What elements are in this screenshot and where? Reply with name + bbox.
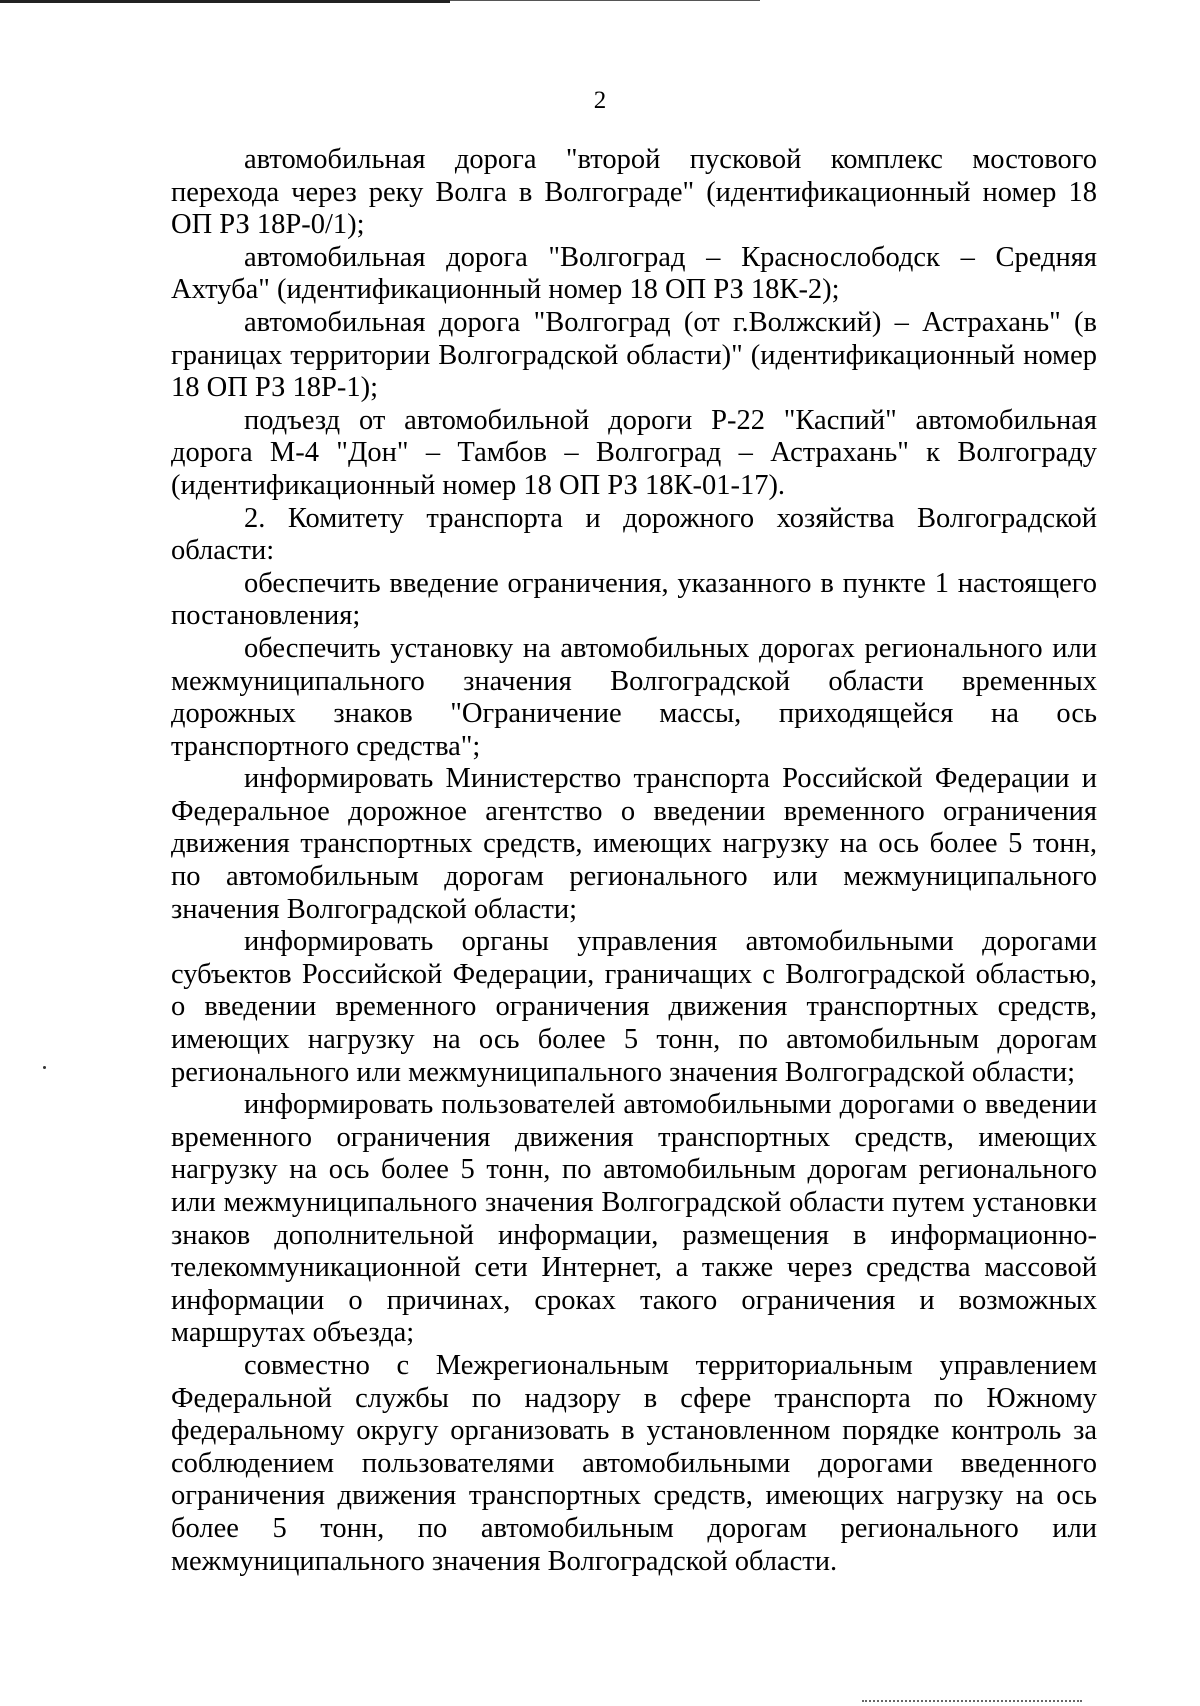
paragraph-ensure-signs: обеспечить установку на автомобильных дорогах регионального или межмуниципального значения Волгоградской области временных дорожных знаков "Ограничение массы, приходящейся на ось транспортного средства"; xyxy=(171,632,1097,762)
document-body xyxy=(171,144,1097,1578)
scan-edge-mark xyxy=(862,1700,1082,1704)
paragraph-ensure-restriction: обеспечить введение ограничения, указанного в пункте 1 настоящего постановления; xyxy=(171,567,1097,632)
paragraph-road-krasnoslobodsk: автомобильная дорога "Волгоград – Краснослободск – Средняя Ахтуба" (идентификационный номер 18 ОП РЗ 18К-2); xyxy=(171,241,1097,306)
scan-edge-mark xyxy=(450,0,760,1)
scan-speck xyxy=(43,1066,46,1069)
paragraph-joint-control: совместно с Межрегиональным территориальным управлением Федеральной службы по надзору в сфере транспорта по Южному федеральному округу организовать в установленном порядке контроль за соблюдением пользователями автомобильными дорогами введенного ограничения движения транспортных средств, имеющих нагрузку на ось более 5 тонн, по автомобильным дорогам регионального или межмуниципального значения Волгоградской области. xyxy=(171,1349,1097,1577)
paragraph-inform-ministry: информировать Министерство транспорта Российской Федерации и Федеральное дорожное агентство о введении временного ограничения движения транспортных средств, имеющих нагрузку на ось более 5 тонн, по автомобильным дорогам регионального или межмуниципального значения Волгоградской области; xyxy=(171,763,1097,925)
paragraph-inform-users: информировать пользователей автомобильными дорогами о введении временного ограничения движения транспортных средств, имеющих нагрузку на ось более 5 тонн, по автомобильным дорогам регионального или межмуниципального значения Волгоградской области путем установки знаков дополнительной информации, размещения в информационно-телекоммуникационной сети Интернет, а также через средства массовой информации о причинах, сроках такого ограничения и возможных маршрутах объезда; xyxy=(171,1089,1097,1349)
paragraph-road-second-launch-complex: автомобильная дорога "второй пусковой комплекс мостового перехода через реку Волга в Волгограде" (идентификационный номер 18 ОП РЗ 18Р-0/1); xyxy=(171,144,1097,241)
paragraph-inform-subjects: информировать органы управления автомобильными дорогами субъектов Российской Федерации, граничащих с Волгоградской областью, о введении временного ограничения движения транспортных средств, имеющих нагрузку на ось более 5 тонн, по автомобильным дорогам регионального или межмуниципального значения Волгоградской области; xyxy=(171,926,1097,1088)
page-number: 2 xyxy=(593,87,607,114)
scan-edge-mark xyxy=(0,0,450,3)
paragraph-road-volzhsky-astrakhan: автомобильная дорога "Волгоград (от г.Волжский) – Астрахань" (в границах территории Волгоградской области)" (идентификационный номер 18 ОП РЗ 18Р-1); xyxy=(171,306,1097,404)
paragraph-item-2-committee: 2. Комитету транспорта и дорожного хозяйства Волгоградской области: xyxy=(171,502,1097,567)
paragraph-approach-road-kaspiy: подъезд от автомобильной дороги Р-22 "Каспий" автомобильная дорога М-4 "Дон" – Тамбов – Волгоград – Астрахань" к Волгограду (идентификационный номер 18 ОП РЗ 18К-01-17). xyxy=(171,404,1097,501)
